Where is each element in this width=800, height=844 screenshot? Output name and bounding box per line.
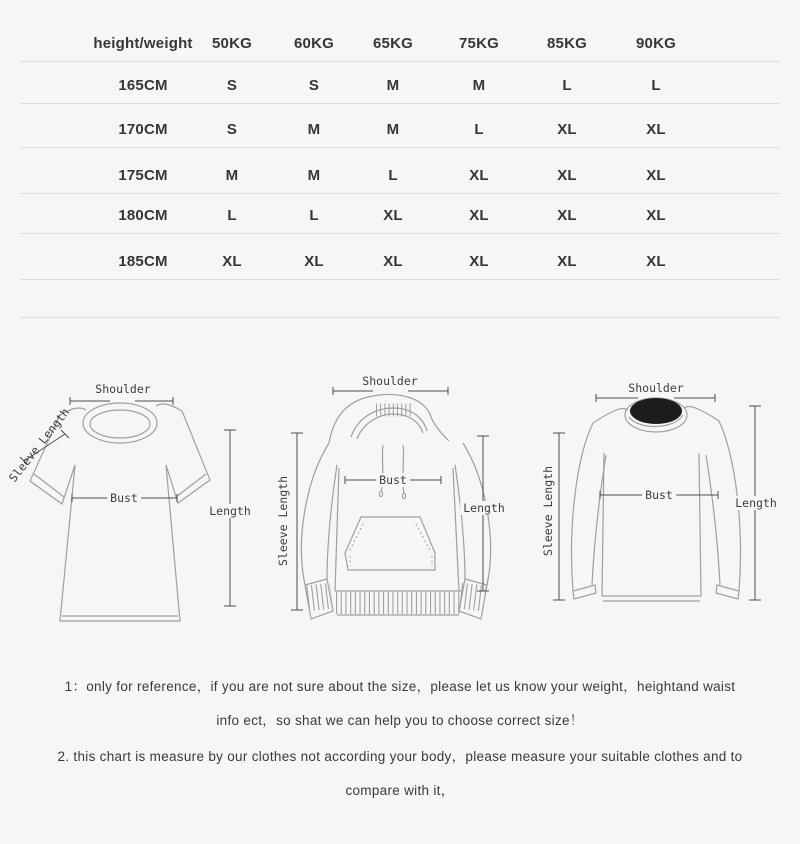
size-cell: XL	[646, 167, 666, 184]
size-table-header-row	[20, 0, 780, 62]
table-row	[20, 62, 780, 104]
shoulder-label: Shoulder	[628, 381, 684, 395]
hoodie-diagram	[263, 353, 528, 645]
bust-label: Bust	[107, 491, 141, 505]
size-cell: XL	[646, 253, 666, 270]
shoulder-label: Shoulder	[95, 382, 151, 396]
length-label: Length	[206, 504, 254, 518]
size-cell: XL	[383, 207, 403, 224]
size-cell: XL	[557, 207, 577, 224]
table-row	[20, 148, 780, 194]
size-cell: XL	[469, 207, 489, 224]
size-cell: M	[307, 121, 321, 138]
size-cell: XL	[469, 253, 489, 270]
height-cell: 170CM	[118, 121, 168, 138]
bust-label: Bust	[642, 488, 676, 502]
note-2-line-2: compare with it，	[345, 783, 455, 798]
tshirt-diagram	[5, 353, 260, 645]
size-cell: XL	[646, 121, 666, 138]
table-row	[20, 104, 780, 148]
size-cell: M	[472, 77, 486, 94]
sleeve-length-label: Sleeve Length	[276, 475, 290, 567]
header-cell-65kg: 65KG	[373, 35, 413, 52]
size-cell: L	[651, 77, 661, 94]
size-cell: M	[307, 167, 321, 184]
size-cell: L	[562, 77, 572, 94]
note-1-line-2: info ect，so shat we can help you to choose correct size！	[216, 713, 584, 728]
bust-label: Bust	[376, 473, 410, 487]
shoulder-label: Shoulder	[362, 374, 418, 388]
sleeve-length-label: Sleeve Length	[541, 465, 555, 557]
height-cell: 180CM	[118, 207, 168, 224]
size-cell: XL	[646, 207, 666, 224]
size-cell: S	[226, 121, 238, 138]
note-1-line-1: 1：only for reference，if you are not sure about the size，please let us know your weight，heightand waist	[64, 679, 736, 694]
longsleeve-diagram	[528, 353, 800, 645]
header-cell-85kg: 85KG	[547, 35, 587, 52]
length-label: Length	[460, 501, 508, 515]
size-cell: XL	[304, 253, 324, 270]
hoodie-icon	[263, 353, 528, 645]
size-cell: M	[386, 77, 400, 94]
header-cell-90kg: 90KG	[636, 35, 676, 52]
sleeve-length-label: Sleeve Length	[5, 405, 73, 485]
size-cell: M	[386, 121, 400, 138]
size-cell: XL	[469, 167, 489, 184]
note-2-line-1: 2. this chart is measure by our clothes not according your body，please measure your suitable clothes and to	[57, 749, 743, 764]
size-cell: L	[474, 121, 484, 138]
header-cell-50kg: 50KG	[212, 35, 252, 52]
header-cell-75kg: 75KG	[459, 35, 499, 52]
length-label: Length	[732, 496, 780, 510]
height-cell: 175CM	[118, 167, 168, 184]
size-cell: L	[309, 207, 319, 224]
size-cell: L	[227, 207, 237, 224]
size-cell: XL	[383, 253, 403, 270]
size-cell: L	[388, 167, 398, 184]
size-cell: XL	[557, 167, 577, 184]
header-cell-60kg: 60KG	[294, 35, 334, 52]
header-cell-height-weight: height/weight	[93, 35, 193, 52]
size-cell: XL	[557, 121, 577, 138]
size-cell: S	[226, 77, 238, 94]
size-cell: XL	[222, 253, 242, 270]
size-cell: S	[308, 77, 320, 94]
table-row	[20, 194, 780, 234]
table-row-empty	[20, 280, 780, 318]
height-cell: 165CM	[118, 77, 168, 94]
table-row	[20, 234, 780, 280]
size-cell: M	[225, 167, 239, 184]
size-table	[20, 0, 780, 318]
size-cell: XL	[557, 253, 577, 270]
height-cell: 185CM	[118, 253, 168, 270]
